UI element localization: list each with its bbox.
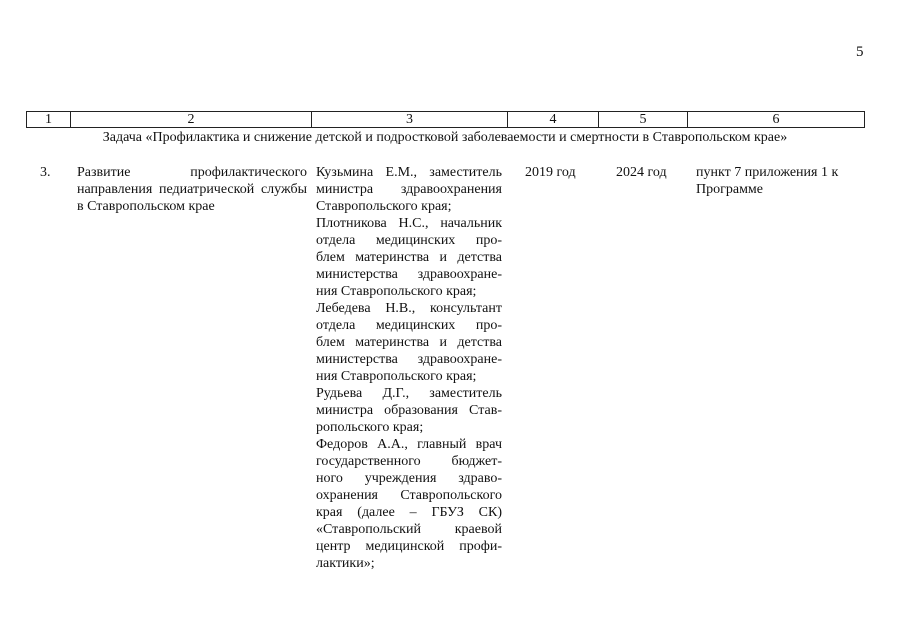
row-number: 3.	[40, 165, 51, 180]
column-number-4: 4	[508, 112, 599, 128]
responsible-line: ния Ставропольского края;	[316, 284, 477, 299]
responsible-line: ного учреждения здраво-	[316, 471, 502, 486]
responsible-line: государственного бюджет-	[316, 454, 502, 469]
responsible-line: блем материнства и детства	[316, 250, 502, 265]
responsible-line: министра образования Став-	[316, 403, 502, 418]
responsible-line: отдела медицинских про-	[316, 233, 502, 248]
responsible-line: лактики»;	[316, 556, 375, 571]
responsible-line: ния Ставропольского края;	[316, 369, 477, 384]
column-number-header	[26, 111, 865, 128]
end-date: 2024 год	[616, 165, 667, 180]
responsible-persons	[316, 164, 502, 572]
page-number: 5	[856, 44, 864, 60]
responsible-line: отдела медицинских про-	[316, 318, 502, 333]
source-reference-line: пункт 7 приложения 1 к	[696, 165, 839, 180]
source-reference-line: Программе	[696, 182, 763, 197]
responsible-line: Лебедева Н.В., консультант	[316, 301, 502, 316]
start-date: 2019 год	[525, 165, 576, 180]
responsible-line: Кузьмина Е.М., заместитель	[316, 165, 502, 180]
source-reference	[696, 164, 861, 198]
responsible-line: Федоров А.А., главный врач	[316, 437, 502, 452]
responsible-line: министерства здравоохране-	[316, 352, 502, 367]
responsible-line: блем материнства и детства	[316, 335, 502, 350]
column-number-6: 6	[688, 112, 865, 128]
column-number-1: 1	[27, 112, 71, 128]
responsible-line: Ставропольского края;	[316, 199, 452, 214]
responsible-line: центр медицинской профи-	[316, 539, 502, 554]
column-number-2: 2	[71, 112, 312, 128]
event-description: Развитие профилактического направления педиатрической службы в Ставропольском крае	[77, 165, 307, 214]
task-title: Задача «Профилактика и снижение детской и подростковой заболеваемости и смертности в Ставропольском крае»	[102, 130, 788, 145]
responsible-line: Рудьева Д.Г., заместитель	[316, 386, 502, 401]
column-number-3: 3	[312, 112, 508, 128]
column-number-5: 5	[599, 112, 688, 128]
responsible-line: ропольского края;	[316, 420, 424, 435]
responsible-line: министерства здравоохране-	[316, 267, 502, 282]
responsible-line: охранения Ставропольского	[316, 488, 502, 503]
responsible-line: «Ставропольский краевой	[316, 522, 502, 537]
responsible-line: министра здравоохранения	[316, 182, 502, 197]
responsible-line: края (далее – ГБУЗ СК)	[316, 505, 502, 520]
responsible-line: Плотникова Н.С., начальник	[316, 216, 502, 231]
